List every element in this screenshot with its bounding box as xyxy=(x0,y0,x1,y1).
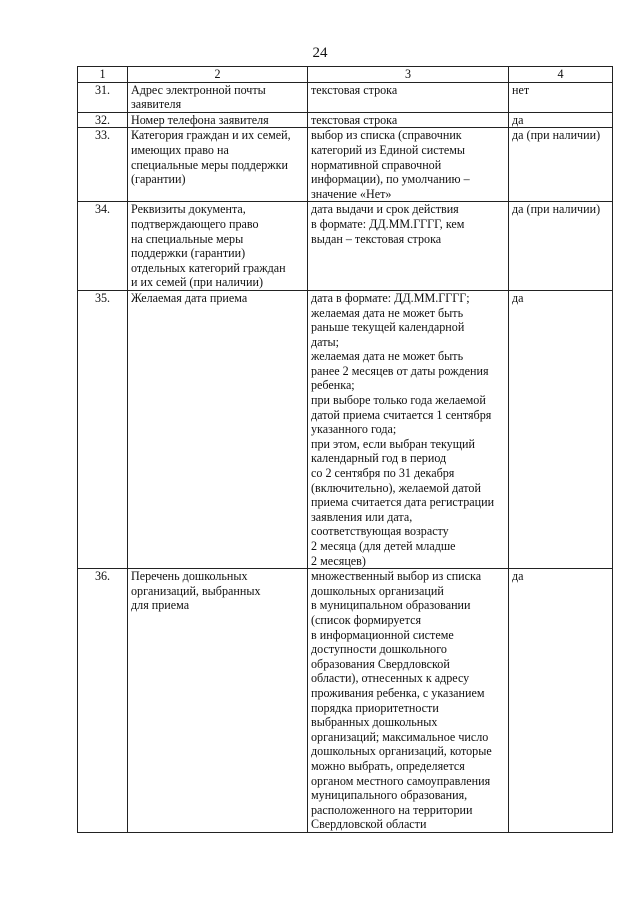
field-format-line: образования Свердловской xyxy=(311,656,450,671)
field-name-line: подтверждающего право xyxy=(131,216,259,231)
field-format-line: датой приема считается 1 сентября xyxy=(311,407,492,422)
field-name-line: организаций, выбранных xyxy=(131,583,261,598)
field-format-line: (список формируется xyxy=(311,612,422,627)
requirements-table xyxy=(77,66,613,833)
header-cell: 1 xyxy=(78,67,128,83)
field-format-line: выбранных дошкольных xyxy=(311,715,438,730)
required-flag: да xyxy=(509,112,613,128)
field-name-line: имеющих право на xyxy=(131,142,229,157)
field-format-line: выдан – текстовая строка xyxy=(311,231,442,246)
table-row xyxy=(78,82,613,112)
field-format-line: дошкольных организаций, которые xyxy=(311,744,492,759)
field-format-line: доступности дошкольного xyxy=(311,642,447,657)
field-name-line: Адрес электронной почты xyxy=(131,82,266,97)
required-flag: нет xyxy=(509,82,613,112)
field-format-line: порядка приоритетности xyxy=(311,700,439,715)
required-flag: да (при наличии) xyxy=(509,128,613,202)
field-name-cell xyxy=(128,290,308,568)
table-row xyxy=(78,128,613,202)
field-name-line: Реквизиты документа, xyxy=(131,202,246,217)
field-name-cell xyxy=(128,128,308,202)
field-format-line: даты; xyxy=(311,334,339,349)
field-name-line: Номер телефона заявителя xyxy=(131,112,269,127)
field-name-line: для приема xyxy=(131,598,190,613)
row-number: 32. xyxy=(78,112,128,128)
table-row xyxy=(78,569,613,833)
field-format-line: области), отнесенных к адресу xyxy=(311,671,470,686)
field-format-line: указанного года; xyxy=(311,422,397,437)
field-format-line: желаемая дата не может быть xyxy=(311,349,464,364)
table-row xyxy=(78,290,613,568)
required-flag: да xyxy=(509,569,613,833)
field-format-cell xyxy=(308,112,509,128)
field-format-line: календарный год в период xyxy=(311,451,447,466)
field-format-line: ребенка; xyxy=(311,378,355,393)
field-format-line: текстовая строка xyxy=(311,112,398,127)
field-format-line: при выборе только года желаемой xyxy=(311,393,486,408)
field-format-line: текстовая строка xyxy=(311,82,398,97)
field-format-line: приема считается дата регистрации xyxy=(311,495,495,510)
field-name-cell xyxy=(128,202,308,291)
table-header-row xyxy=(78,67,613,83)
row-number: 36. xyxy=(78,569,128,833)
field-format-line: дата выдачи и срок действия xyxy=(311,202,459,217)
field-name-cell xyxy=(128,569,308,833)
table-row xyxy=(78,112,613,128)
field-format-line: дошкольных организаций xyxy=(311,583,444,598)
table-row xyxy=(78,202,613,291)
row-number: 31. xyxy=(78,82,128,112)
header-cell: 3 xyxy=(308,67,509,83)
field-format-line: органом местного самоуправления xyxy=(311,773,491,788)
field-format-line: расположенного на территории xyxy=(311,802,473,817)
field-format-line: соответствующая возрасту xyxy=(311,524,449,539)
field-format-line: проживания ребенка, с указанием xyxy=(311,685,485,700)
field-format-line: в муниципальном образовании xyxy=(311,598,471,613)
field-format-cell xyxy=(308,82,509,112)
field-format-cell xyxy=(308,202,509,291)
field-name-line: специальные меры поддержки xyxy=(131,157,288,172)
field-format-line: заявления или дата, xyxy=(311,509,413,524)
page-number: 24 xyxy=(312,45,328,61)
field-format-cell xyxy=(308,569,509,833)
field-name-line: на специальные меры xyxy=(131,231,244,246)
field-name-cell xyxy=(128,82,308,112)
row-number: 33. xyxy=(78,128,128,202)
field-format-line: Свердловской области xyxy=(311,817,427,832)
row-number: 34. xyxy=(78,202,128,291)
field-name-line: (гарантии) xyxy=(131,172,186,187)
field-format-line: дата в формате: ДД.ММ.ГГГГ; xyxy=(311,290,470,305)
header-cell: 2 xyxy=(128,67,308,83)
field-format-cell xyxy=(308,290,509,568)
field-name-line: Желаемая дата приема xyxy=(131,290,248,305)
field-format-line: в формате: ДД.ММ.ГГГГ, кем xyxy=(311,216,465,231)
field-format-line: категорий из Единой системы xyxy=(311,142,466,157)
row-number: 35. xyxy=(78,290,128,568)
field-name-cell xyxy=(128,112,308,128)
field-format-line: организаций; максимальное число xyxy=(311,729,489,744)
field-format-line: со 2 сентября по 31 декабря xyxy=(311,466,455,481)
field-format-line: 2 месяцев) xyxy=(311,553,366,568)
field-format-line: желаемая дата не может быть xyxy=(311,305,464,320)
field-format-line: (включительно), желаемой датой xyxy=(311,480,481,495)
field-name-line: отдельных категорий граждан xyxy=(131,260,286,275)
field-format-line: 2 месяца (для детей младше xyxy=(311,539,456,553)
field-format-line: выбор из списка (справочник xyxy=(311,128,462,143)
field-name-line: Категория граждан и их семей, xyxy=(131,128,291,143)
field-format-line: значение «Нет» xyxy=(311,186,392,201)
field-format-line: раньше текущей календарной xyxy=(311,320,465,335)
required-flag: да xyxy=(509,290,613,568)
field-format-line: можно выбрать, определяется xyxy=(311,758,465,773)
field-name-line: и их семей (при наличии) xyxy=(131,275,263,290)
field-format-line: информации), по умолчанию – xyxy=(311,172,470,187)
field-format-line: нормативной справочной xyxy=(311,157,442,172)
field-format-line: при этом, если выбран текущий xyxy=(311,436,475,451)
header-cell: 4 xyxy=(509,67,613,83)
field-name-line: заявителя xyxy=(131,97,182,112)
required-flag: да (при наличии) xyxy=(509,202,613,291)
field-format-line: ранее 2 месяцев от даты рождения xyxy=(311,363,489,378)
field-format-line: муниципального образования, xyxy=(311,788,468,803)
field-format-cell xyxy=(308,128,509,202)
field-name-line: Перечень дошкольных xyxy=(131,569,248,584)
field-format-line: множественный выбор из списка xyxy=(311,569,482,584)
field-format-line: в информационной системе xyxy=(311,627,454,642)
field-name-line: поддержки (гарантии) xyxy=(131,246,246,261)
